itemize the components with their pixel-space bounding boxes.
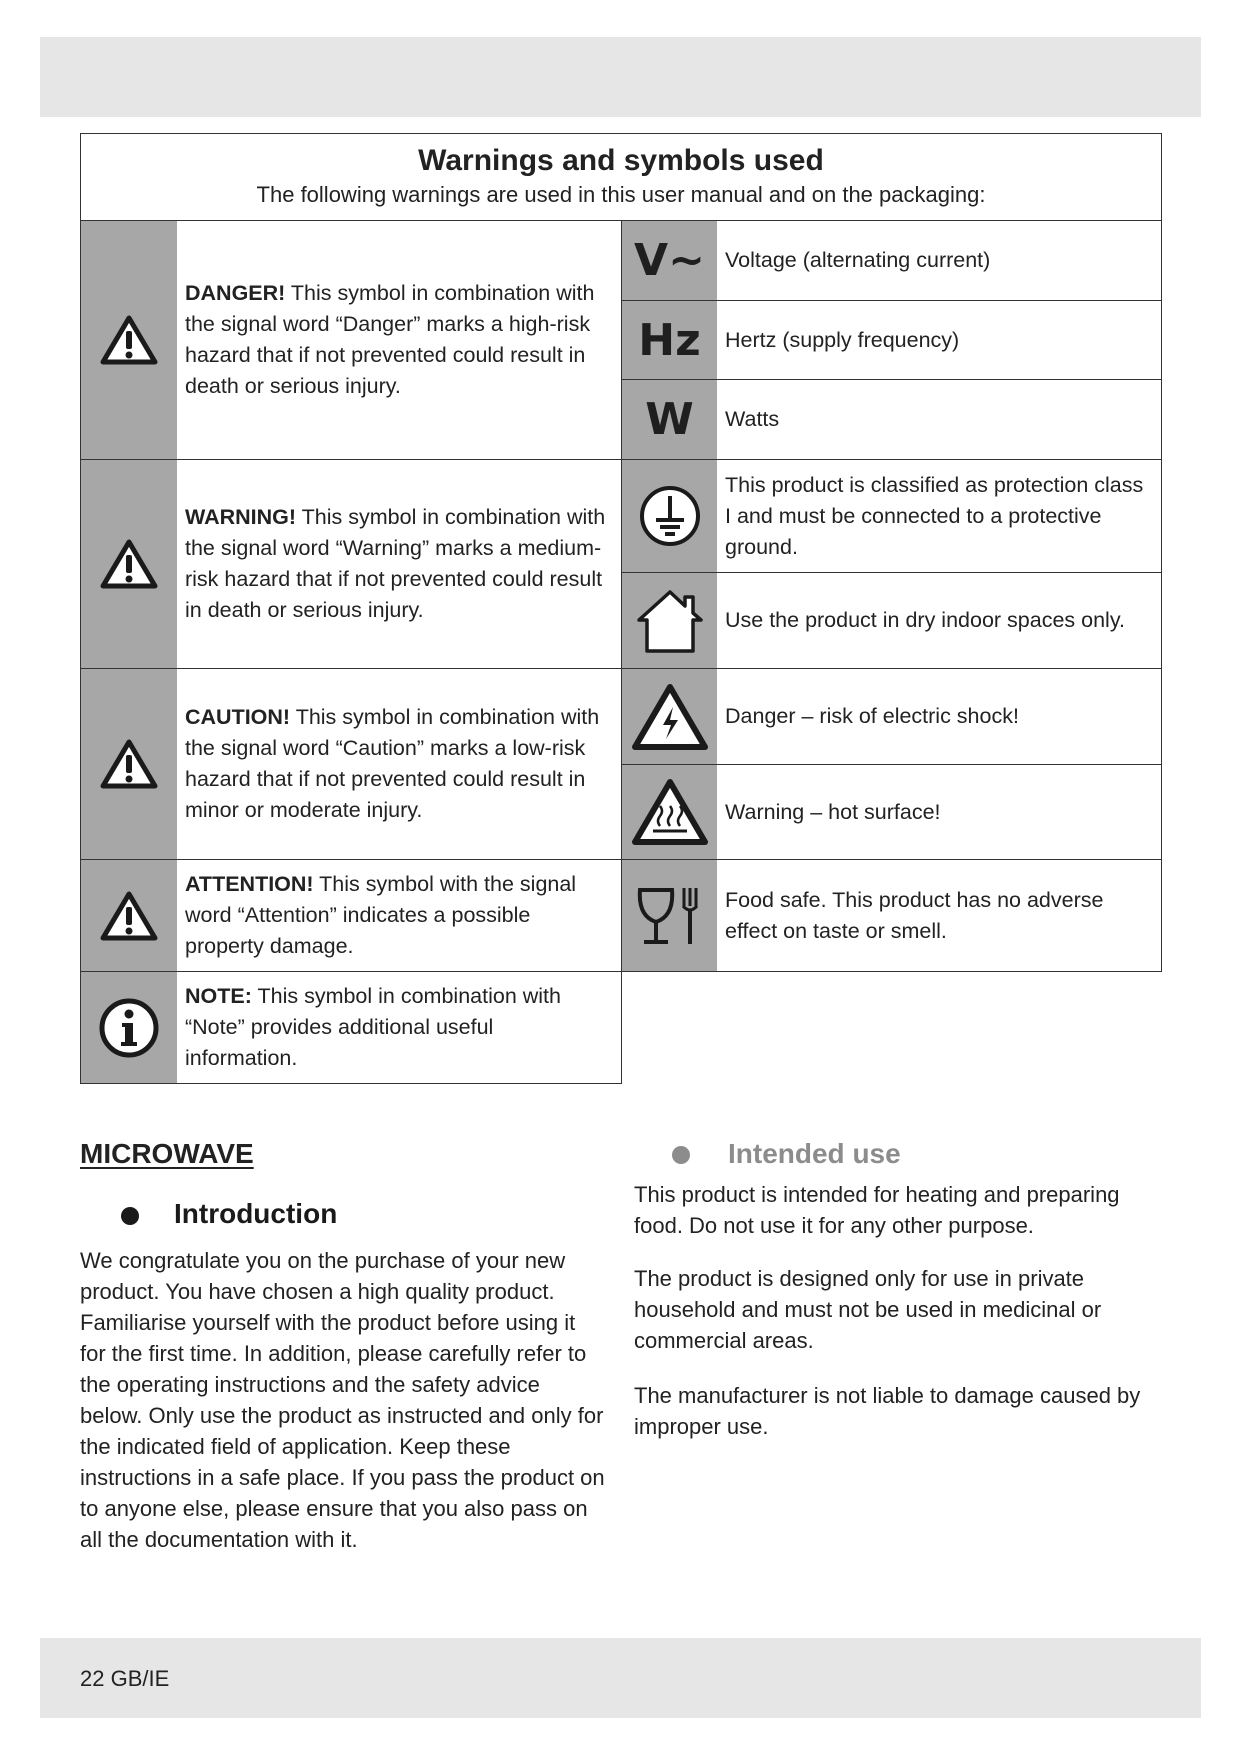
introduction-heading: Introduction <box>174 1198 338 1229</box>
hot-surface-cell <box>621 764 1162 860</box>
electric-shock-text: Danger – risk of electric shock! <box>725 704 1019 728</box>
voltage-cell <box>621 220 1162 301</box>
intended-use-paragraph-3: The manufacturer is not liable to damage caused by improper use. <box>634 1383 1141 1439</box>
page-number: 22 GB/IE <box>80 1666 170 1691</box>
intended-use-paragraph-2: The product is designed only for use in private household and must not be used in medicinal or commercial areas. <box>634 1266 1102 1353</box>
warning-cell <box>80 459 622 669</box>
food-safe-text: Food safe. This product has no adverse effect on taste or smell. <box>725 887 1104 943</box>
hertz-cell <box>621 300 1162 380</box>
food-safe-icon <box>622 860 717 971</box>
warning-text: This symbol in combination with the signal word “Warning” marks a medium-risk hazard that if not prevented could result in death or serious injury. <box>185 505 606 622</box>
intended-use-heading: Intended use <box>728 1138 901 1169</box>
attention-cell <box>80 859 622 972</box>
warning-triangle-icon <box>81 669 177 859</box>
caution-cell <box>80 668 622 860</box>
indoor-cell <box>621 572 1162 669</box>
introduction-paragraph: We congratulate you on the purchase of your new product. You have chosen a high quality product. Familiarise yourself with the product before using it for the first time. In addition, please carefully refer to the operating instructions and the safety advice below. Only use the product as instructed and only for the indicated field of application. Keep these instructions in a safe place. If you pass the product on to anyone else, please ensure that you also pass on all the documentation with it. <box>80 1248 605 1552</box>
warning-triangle-icon <box>81 860 177 971</box>
info-icon <box>81 972 177 1083</box>
danger-text: This symbol in combination with the signal word “Danger” marks a high-risk hazard that if not prevented could result in death or serious injury. <box>185 281 595 398</box>
attention-label: ATTENTION! <box>185 872 314 896</box>
voltage-text: Voltage (alternating current) <box>725 248 991 272</box>
indoor-text: Use the product in dry indoor spaces only. <box>725 608 1125 632</box>
protective-ground-icon <box>622 460 717 572</box>
hertz-icon: Hz <box>622 301 717 379</box>
section-title: MICROWAVE <box>80 1138 254 1169</box>
introduction-bullet-icon <box>121 1207 139 1225</box>
hot-surface-text: Warning – hot surface! <box>725 799 941 824</box>
footer-band <box>40 1638 1201 1718</box>
protection-class-text: This product is classified as protection class I and must be connected to a protective ground. <box>725 472 1144 559</box>
protection-class-cell <box>621 459 1162 573</box>
danger-label: DANGER! <box>185 281 286 305</box>
note-cell <box>80 971 622 1084</box>
watts-cell <box>621 379 1162 460</box>
hertz-text: Hertz (supply frequency) <box>725 327 960 352</box>
danger-cell <box>80 220 622 460</box>
food-safe-cell <box>621 859 1162 972</box>
hot-surface-icon <box>622 765 717 859</box>
caution-label: CAUTION! <box>185 705 291 729</box>
intended-use-bullet-icon <box>672 1146 690 1164</box>
indoor-house-icon <box>622 573 717 668</box>
note-text: This symbol in combination with “Note” provides additional useful information. <box>185 984 561 1070</box>
warning-triangle-icon <box>81 221 177 459</box>
watts-text: Watts <box>725 407 780 431</box>
electric-shock-cell <box>621 668 1162 765</box>
table-subtitle: The following warnings are used in this user manual and on the packaging: <box>256 182 986 207</box>
warning-label: WARNING! <box>185 505 297 529</box>
intended-use-paragraph-1: This product is intended for heating and preparing food. Do not use it for any other purpose. <box>634 1182 1120 1238</box>
table-header <box>80 133 1162 221</box>
note-label: NOTE: <box>185 984 252 1008</box>
warnings-symbols-table <box>80 133 1162 1084</box>
electric-shock-icon <box>622 669 717 764</box>
table-title: Warnings and symbols used <box>418 144 824 177</box>
voltage-ac-icon: V~ <box>622 221 717 300</box>
warning-triangle-icon <box>81 460 177 668</box>
header-band <box>40 37 1201 117</box>
watts-icon: W <box>622 380 717 459</box>
caution-text: This symbol in combination with the signal word “Caution” marks a low-risk hazard that if not prevented could result in minor or moderate injury. <box>185 705 600 822</box>
attention-text: This symbol with the signal word “Attention” indicates a possible property damage. <box>185 872 577 958</box>
